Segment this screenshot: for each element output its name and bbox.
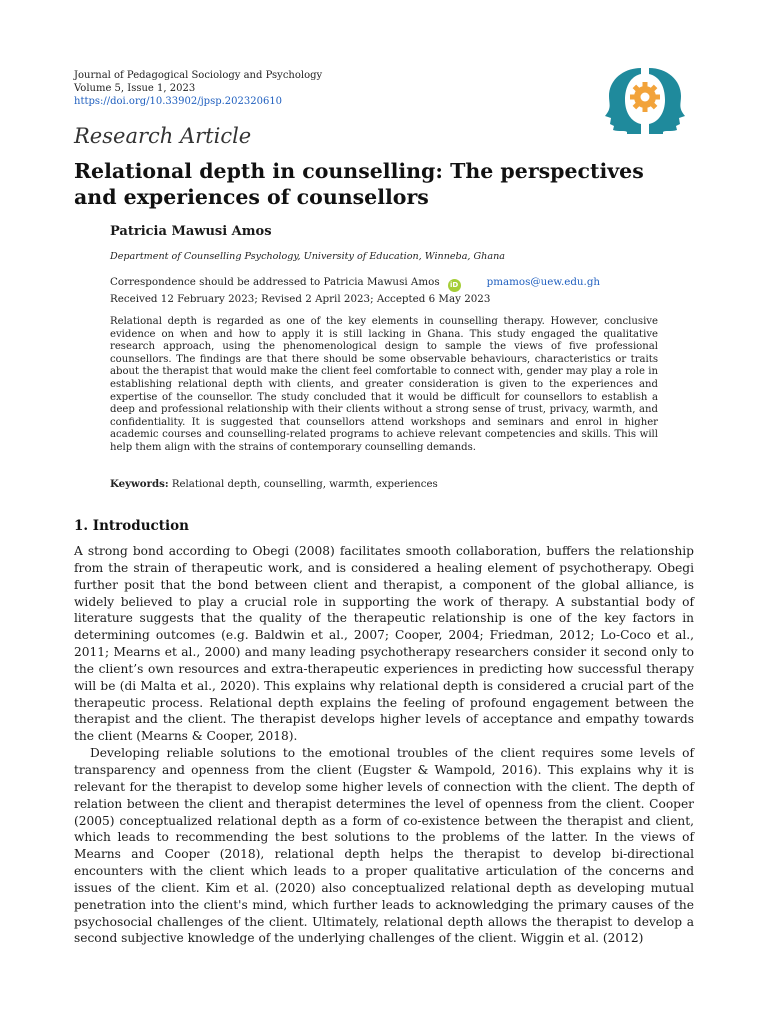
paragraph: A strong bond according to Obegi (2008) facilitates smooth collaboration, buffers the relationship from the strain of therapeutic work, and is considered a healing element of psychotherapy. Obegi further posit that the bond between client and therapist, a component of the global alliance, is widely believed to play a crucial role in supporting the work of therapy. A substantial body of literature suggests that the quality of the therapeutic relationship is one of the key factors in determining outcomes (e.g. Baldwin et al., 2007; Cooper, 2004; Friedman, 2012; Lo-Coco et al., 2011; Mearns et al., 2000) and many leading psychotherapy researchers consider it second only to the client’s own resources and extra-therapeutic experiences in predicting how successful therapy will be (di Malta et al., 2020). This explains why relational depth is considered a crucial part of the therapeutic process. Relational depth explains the feeling of profound engagement between the therapist and the client. The therapist develops higher levels of acceptance and empathy towards the client (Mearns & Cooper, 2018). bbox=[74, 544, 694, 744]
keywords-label: Keywords: bbox=[110, 478, 169, 490]
affiliation: Department of Counselling Psychology, University of Education, Winneba, Ghana bbox=[110, 251, 505, 262]
keywords-text: Relational depth, counselling, warmth, experiences bbox=[171, 479, 438, 490]
correspondence-block bbox=[110, 275, 670, 306]
paragraph: Developing reliable solutions to the emotional troubles of the client requires some levels of transparency and openness from the client (Eugster & Wampold, 2016). This explains why it is relevant for the therapist to develop some higher levels of connection with the client. The depth of relation between the client and therapist determines the level of openness from the client. Cooper (2005) conceptualized relational depth as a form of co-existence between the therapist and client, which leads to recommending the best solutions to the problems of the latter. In the views of Mearns and Cooper (2018), relational depth helps the therapist to develop bi-directional encounters with the client which leads to a proper qualitative articulation of the concerns and issues of the client. Kim et al. (2020) also conceptualized relational depth as developing mutual penetration into the client's mind, which further leads to acknowledging the primary causes of the psychosocial challenges of the client. Ultimately, relational depth allows the therapist to develop a second subjective knowledge of the underlying challenges of the client. Wiggin et al. (2012) bbox=[74, 746, 694, 946]
section-heading: 1. Introduction bbox=[74, 518, 189, 534]
journal-header bbox=[74, 69, 322, 108]
keywords bbox=[110, 478, 658, 490]
author-name: Patricia Mawusi Amos bbox=[110, 224, 272, 239]
orcid-icon[interactable]: iD bbox=[448, 279, 461, 292]
received-dates: Received 12 February 2023; Revised 2 April 2023; Accepted 6 May 2023 bbox=[110, 293, 491, 305]
article-title: Relational depth in counselling: The perspectives and experiences of counsellors bbox=[74, 159, 644, 209]
email-link[interactable]: pmamos@uew.edu.gh bbox=[486, 276, 601, 288]
journal-volume: Volume 5, Issue 1, 2023 bbox=[74, 83, 196, 94]
section-body bbox=[74, 543, 694, 947]
doi-link[interactable]: https://doi.org/10.33902/jpsp.202320610 bbox=[74, 96, 283, 107]
correspondence-text: Correspondence should be addressed to Patricia Mawusi Amos bbox=[110, 276, 440, 288]
article-type: Research Article bbox=[74, 124, 252, 148]
two-heads-gear-logo bbox=[601, 66, 689, 134]
abstract: Relational depth is regarded as one of the key elements in counselling therapy. However, conclusive evidence on when and how to apply it is still lacking in Ghana. This study engaged the qualitative research approach, using the phenomenological design to sample the views of five professional counsellors. The findings are that there should be some observable behaviours, characteristics or traits about the therapist that would make the client feel comfortable to connect with, gender may play a role in establishing relational depth with clients, and greater consideration is given to the experiences and expertise of the counsellor. The study concluded that it would be difficult for counsellors to establish a deep and professional relationship with their clients without a strong sense of trust, privacy, warmth, and confidentiality. It is suggested that counsellors attend workshops and seminars and enrol in higher academic courses and counselling-related programs to achieve relevant competencies and skills. This will help them align with the strains of contemporary counselling demands. bbox=[110, 316, 658, 453]
journal-name: Journal of Pedagogical Sociology and Psychology bbox=[74, 70, 323, 81]
